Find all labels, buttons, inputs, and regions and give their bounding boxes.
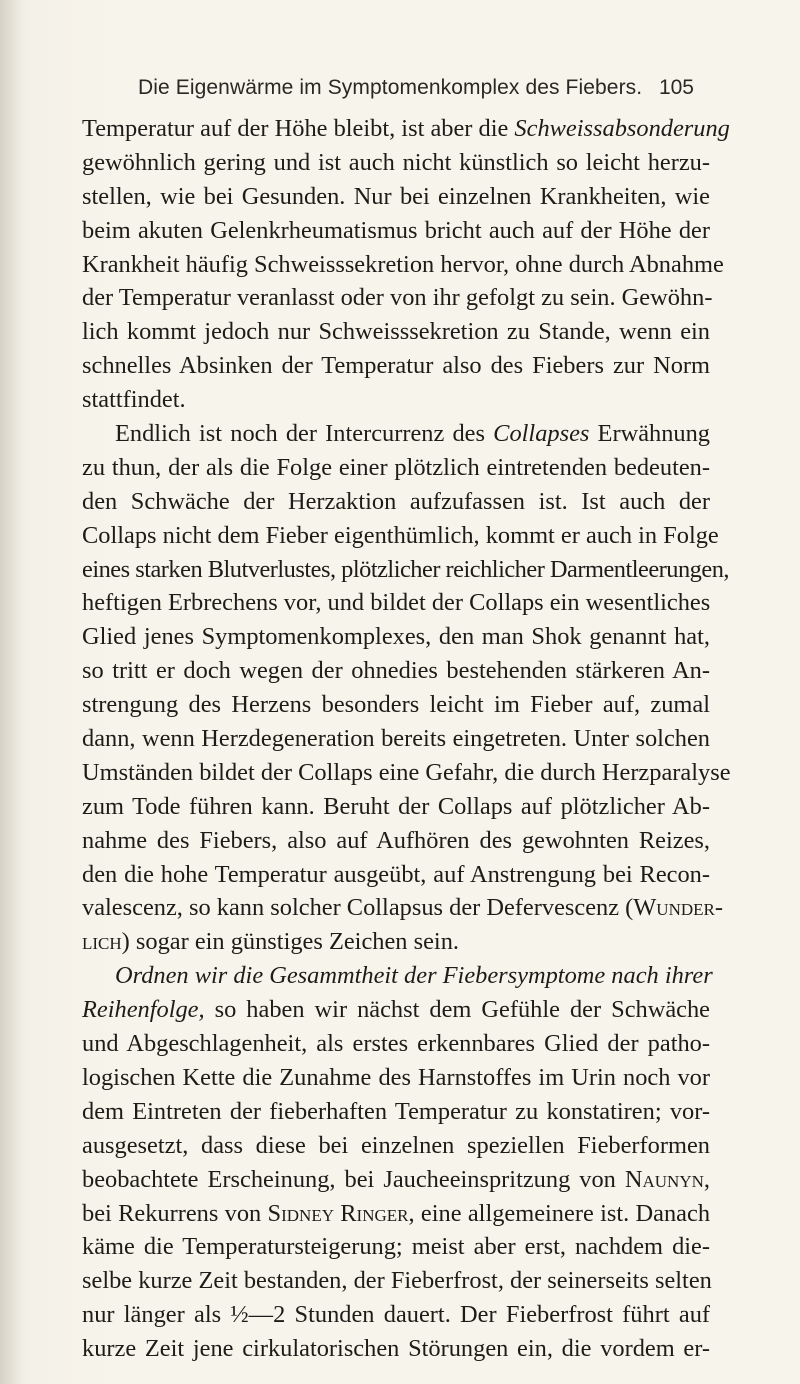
text-line: beim akuten Gelenkrheumatismus bricht auch auf der Höhe der [82, 216, 710, 244]
text-line: Collaps nicht dem Fieber eigenthümlich, kommt er auch in Folge [82, 521, 719, 549]
text-line: zu thun, der als die Folge einer plötzlich eintretenden bedeuten- [82, 453, 710, 481]
text-line: Glied jenes Symptomenkomplexes, den man Shok genannt hat, [82, 623, 710, 651]
text-line: Umständen bildet der Collaps eine Gefahr, die durch Herzparalyse [82, 758, 731, 786]
text-line: eines starken Blutverlustes, plötzlicher reichlicher Darmentleerungen, [82, 555, 729, 583]
text-line: Krankheit häufig Schweisssekretion hervor, ohne durch Abnahme [82, 250, 724, 278]
text-line: so tritt er doch wegen der ohnedies bestehenden stärkeren An- [82, 657, 710, 685]
text-line: logischen Kette die Zunahme des Harnstoffes im Urin noch vor [82, 1063, 710, 1091]
text-line: lich) sogar ein günstiges Zeichen sein. [82, 928, 459, 956]
text-line: heftigen Erbrechens vor, und bildet der Collaps ein wesentliches [82, 589, 711, 617]
text-line: käme die Temperatursteigerung; meist aber erst, nachdem die- [82, 1233, 710, 1261]
text-line: lich kommt jedoch nur Schweisssekretion zu Stande, wenn ein [82, 318, 710, 346]
running-head [120, 76, 694, 106]
text-line: den Schwäche der Herzaktion aufzufassen ist. Ist auch der [82, 487, 710, 515]
text-line: zum Tode führen kann. Beruht der Collaps auf plötzlicher Ab- [82, 792, 710, 820]
text-line: selbe kurze Zeit bestanden, der Fieberfrost, der seinerseits selten [82, 1267, 712, 1295]
text-line: nur länger als ½—2 Stunden dauert. Der Fieberfrost führt auf [82, 1301, 711, 1329]
text-line: Endlich ist noch der Intercurrenz des Collapses Erwähnung [115, 420, 710, 448]
running-title: Die Eigenwärme im Symptomenkomplex des Fiebers. [138, 76, 643, 99]
text-line: schnelles Absinken der Temperatur also des Fiebers zur Norm [82, 352, 710, 380]
text-line: valescenz, so kann solcher Collapsus der Defervescenz (Wunder- [82, 894, 723, 922]
text-line: beobachtete Erscheinung, bei Jaucheeinspritzung von Naunyn, [82, 1165, 710, 1193]
text-line: dann, wenn Herzdegeneration bereits eingetreten. Unter solchen [82, 725, 710, 753]
page-number: 105 [658, 76, 694, 99]
text-line: der Temperatur veranlasst oder von ihr gefolgt zu sein. Gewöhn- [82, 284, 713, 312]
text-line: nahme des Fiebers, also auf Aufhören des gewohnten Reizes, [82, 826, 710, 854]
text-line: stellen, wie bei Gesunden. Nur bei einzelnen Krankheiten, wie [82, 182, 710, 210]
text-line: ausgesetzt, dass diese bei einzelnen speziellen Fieberformen [82, 1131, 710, 1159]
text-line: und Abgeschlagenheit, als erstes erkennbares Glied der patho- [82, 1030, 710, 1058]
text-line: kurze Zeit jene cirkulatorischen Störungen ein, die vordem er- [82, 1335, 710, 1363]
text-line: strengung des Herzens besonders leicht im Fieber auf, zumal [82, 691, 710, 719]
text-line: stattfindet. [82, 386, 186, 414]
text-line: gewöhnlich gering und ist auch nicht künstlich so leicht herzu- [82, 148, 710, 176]
spine-shadow [0, 0, 22, 1384]
text-line: dem Eintreten der fieberhaften Temperatur zu konstatiren; vor- [82, 1097, 710, 1125]
text-line: Temperatur auf der Höhe bleibt, ist aber die Schweissabsonderung [82, 115, 730, 142]
text-line: bei Rekurrens von Sidney Ringer, eine allgemeinere ist. Danach [82, 1199, 711, 1227]
text-line: Reihenfolge, so haben wir nächst dem Gefühle der Schwäche [82, 996, 710, 1024]
body-text [82, 112, 731, 1366]
text-line: den die hohe Temperatur ausgeübt, auf Anstrengung bei Recon- [82, 860, 710, 888]
text-line: Ordnen wir die Gesammtheit der Fiebersymptome nach ihrer [115, 962, 713, 990]
